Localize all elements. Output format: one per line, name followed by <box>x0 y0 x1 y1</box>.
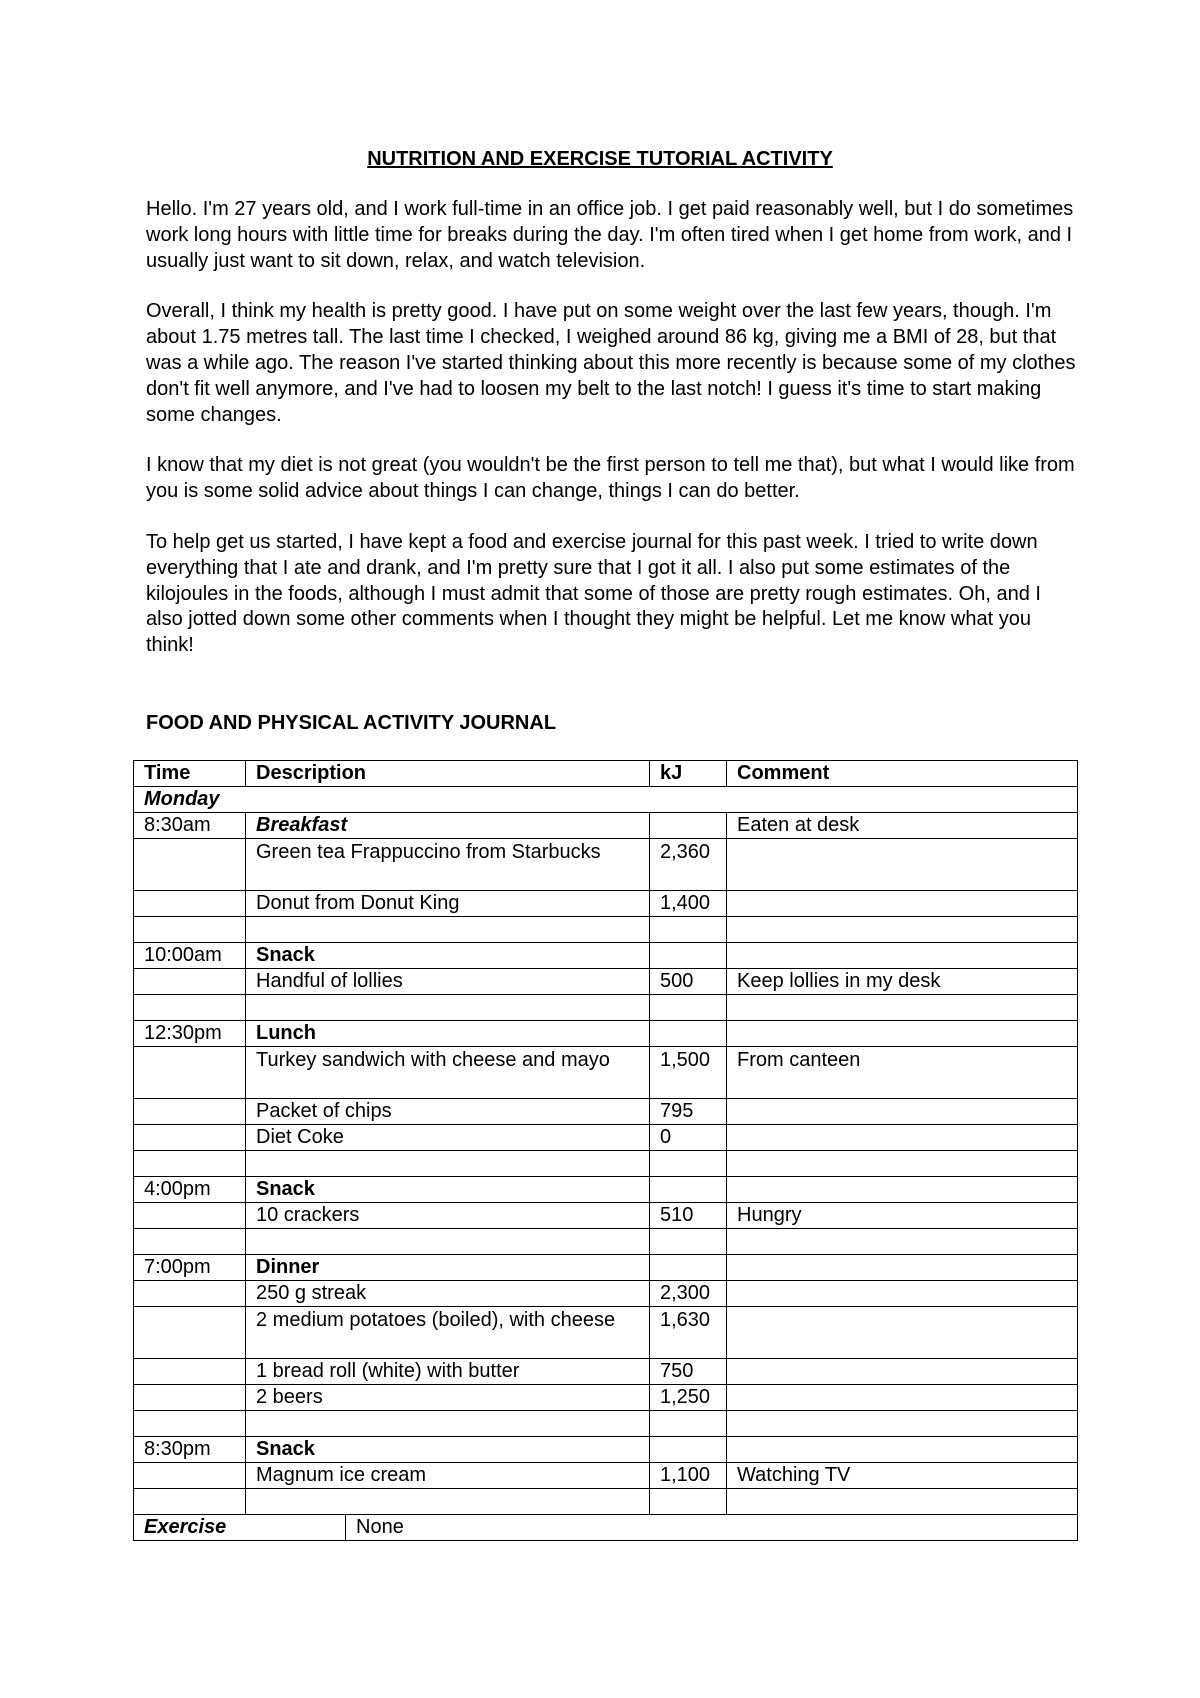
description-cell: 1 bread roll (white) with butter <box>246 1359 650 1385</box>
time-cell <box>134 891 246 917</box>
time-cell <box>134 1047 246 1099</box>
description-cell <box>246 1489 650 1515</box>
paragraph-journal: To help get us started, I have kept a food and exercise journal for this past week. I tried to write down everything that I ate and drank, and I'm pretty sure that I got it all. I also put some estimates of the kilojoules in the foods, although I must admit that some of those are pretty rough estimates. Oh, and I also jotted down some other comments when I thought they might be helpful. Let me know what you think! <box>146 530 1041 657</box>
description-cell: Dinner <box>246 1255 650 1281</box>
table-row <box>134 1385 1078 1411</box>
time-cell <box>134 1489 246 1515</box>
kj-cell <box>650 1437 727 1463</box>
day-label: Monday <box>134 787 1078 813</box>
table-row <box>134 1047 1078 1099</box>
header-kj: kJ <box>650 761 727 787</box>
spacer-row <box>134 1489 1078 1515</box>
kj-cell: 750 <box>650 1359 727 1385</box>
time-cell <box>134 1359 246 1385</box>
table-row <box>134 1359 1078 1385</box>
time-cell <box>134 995 246 1021</box>
table-row <box>134 1125 1078 1151</box>
kj-cell: 510 <box>650 1203 727 1229</box>
meal-row <box>134 1437 1078 1463</box>
intro-text <box>146 197 1076 684</box>
spacer-row <box>134 1229 1078 1255</box>
comment-cell <box>727 1307 1078 1359</box>
kj-cell: 1,400 <box>650 891 727 917</box>
comment-cell <box>727 1281 1078 1307</box>
kj-cell: 2,300 <box>650 1281 727 1307</box>
comment-cell <box>727 1151 1078 1177</box>
kj-cell <box>650 1177 727 1203</box>
kj-cell: 1,250 <box>650 1385 727 1411</box>
comment-cell <box>727 1255 1078 1281</box>
kj-cell <box>650 943 727 969</box>
description-cell: Snack <box>246 1437 650 1463</box>
kj-cell: 1,630 <box>650 1307 727 1359</box>
kj-cell <box>650 1411 727 1437</box>
comment-cell: Eaten at desk <box>727 813 1078 839</box>
comment-cell <box>727 1437 1078 1463</box>
table-row <box>134 1307 1078 1359</box>
document-title: NUTRITION AND EXERCISE TUTORIAL ACTIVITY <box>367 148 833 170</box>
description-cell: Packet of chips <box>246 1099 650 1125</box>
comment-cell <box>727 943 1078 969</box>
time-cell <box>134 1099 246 1125</box>
header-time: Time <box>134 761 246 787</box>
comment-cell: Hungry <box>727 1203 1078 1229</box>
time-cell <box>134 1307 246 1359</box>
time-cell: 7:00pm <box>134 1255 246 1281</box>
exercise-label: Exercise <box>134 1515 346 1541</box>
time-cell: 12:30pm <box>134 1021 246 1047</box>
spacer-row <box>134 995 1078 1021</box>
kj-cell <box>650 1255 727 1281</box>
comment-cell <box>727 839 1078 891</box>
description-cell: Diet Coke <box>246 1125 650 1151</box>
description-cell: 10 crackers <box>246 1203 650 1229</box>
meal-row <box>134 1255 1078 1281</box>
comment-cell <box>727 995 1078 1021</box>
comment-cell <box>727 1099 1078 1125</box>
description-cell: Donut from Donut King <box>246 891 650 917</box>
description-cell <box>246 917 650 943</box>
spacer-row <box>134 1151 1078 1177</box>
table-row <box>134 1099 1078 1125</box>
paragraph-intro: Hello. I'm 27 years old, and I work full-time in an office job. I get paid reasonably well, but I do sometimes work long hours with little time for breaks during the day. I'm often tired when I get home from work, and I usually just want to sit down, relax, and watch television. <box>146 198 1074 272</box>
table-row <box>134 1463 1078 1489</box>
kj-cell: 1,100 <box>650 1463 727 1489</box>
comment-cell <box>727 1229 1078 1255</box>
exercise-value: None <box>346 1515 1078 1541</box>
time-cell <box>134 917 246 943</box>
kj-cell: 500 <box>650 969 727 995</box>
description-cell: Snack <box>246 1177 650 1203</box>
description-cell: Handful of lollies <box>246 969 650 995</box>
comment-cell <box>727 891 1078 917</box>
meal-row <box>134 1177 1078 1203</box>
comment-cell <box>727 1177 1078 1203</box>
time-cell: 4:00pm <box>134 1177 246 1203</box>
time-cell <box>134 1229 246 1255</box>
description-cell: Green tea Frappuccino from Starbucks <box>246 839 650 891</box>
description-cell <box>246 1229 650 1255</box>
table-header-row <box>134 761 1078 787</box>
comment-cell <box>727 1021 1078 1047</box>
comment-cell <box>727 1125 1078 1151</box>
meal-row <box>134 813 1078 839</box>
description-cell <box>246 1411 650 1437</box>
time-cell <box>134 1463 246 1489</box>
meal-row <box>134 943 1078 969</box>
description-cell <box>246 1151 650 1177</box>
comment-cell <box>727 1385 1078 1411</box>
comment-cell <box>727 1489 1078 1515</box>
paragraph-diet: I know that my diet is not great (you wouldn't be the first person to tell me that), but what I would like from you is some solid advice about things I can change, things I can do better. <box>146 454 1075 503</box>
description-cell: Lunch <box>246 1021 650 1047</box>
time-cell: 10:00am <box>134 943 246 969</box>
kj-cell <box>650 1151 727 1177</box>
meal-row <box>134 1021 1078 1047</box>
kj-cell <box>650 917 727 943</box>
time-cell: 8:30pm <box>134 1437 246 1463</box>
description-cell <box>246 995 650 1021</box>
day-row <box>134 787 1078 813</box>
description-cell: Turkey sandwich with cheese and mayo <box>246 1047 650 1099</box>
exercise-row <box>134 1515 1078 1541</box>
description-cell: 250 g streak <box>246 1281 650 1307</box>
comment-cell: Watching TV <box>727 1463 1078 1489</box>
time-cell <box>134 1385 246 1411</box>
comment-cell <box>727 1359 1078 1385</box>
time-cell <box>134 1125 246 1151</box>
paragraph-health: Overall, I think my health is pretty good. I have put on some weight over the last few years, though. I'm about 1.75 metres tall. The last time I checked, I weighed around 86 kg, giving me a BMI of 28, but that was a while ago. The reason I've started thinking about this more recently is because some of my clothes don't fit well anymore, and I've had to loosen my belt to the last notch! I guess it's time to start making some changes. <box>146 300 1076 426</box>
kj-cell: 0 <box>650 1125 727 1151</box>
spacer-row <box>134 917 1078 943</box>
time-cell <box>134 969 246 995</box>
kj-cell: 1,500 <box>650 1047 727 1099</box>
header-description: Description <box>246 761 650 787</box>
spacer-row <box>134 1411 1078 1437</box>
kj-cell: 795 <box>650 1099 727 1125</box>
comment-cell: From canteen <box>727 1047 1078 1099</box>
description-cell: Breakfast <box>246 813 650 839</box>
time-cell <box>134 1151 246 1177</box>
kj-cell <box>650 1021 727 1047</box>
table-row <box>134 969 1078 995</box>
kj-cell <box>650 1489 727 1515</box>
table-row <box>134 1281 1078 1307</box>
table-row <box>134 1203 1078 1229</box>
time-cell <box>134 1281 246 1307</box>
kj-cell <box>650 1229 727 1255</box>
kj-cell <box>650 813 727 839</box>
table-row <box>134 839 1078 891</box>
description-cell: 2 beers <box>246 1385 650 1411</box>
comment-cell: Keep lollies in my desk <box>727 969 1078 995</box>
comment-cell <box>727 1411 1078 1437</box>
description-cell: 2 medium potatoes (boiled), with cheese <box>246 1307 650 1359</box>
kj-cell <box>650 995 727 1021</box>
comment-cell <box>727 917 1078 943</box>
description-cell: Magnum ice cream <box>246 1463 650 1489</box>
table-row <box>134 891 1078 917</box>
time-cell: 8:30am <box>134 813 246 839</box>
description-cell: Snack <box>246 943 650 969</box>
header-comment: Comment <box>727 761 1078 787</box>
time-cell <box>134 1203 246 1229</box>
time-cell <box>134 1411 246 1437</box>
time-cell <box>134 839 246 891</box>
journal-heading: FOOD AND PHYSICAL ACTIVITY JOURNAL <box>146 712 557 734</box>
journal-table <box>133 760 1078 1541</box>
kj-cell: 2,360 <box>650 839 727 891</box>
